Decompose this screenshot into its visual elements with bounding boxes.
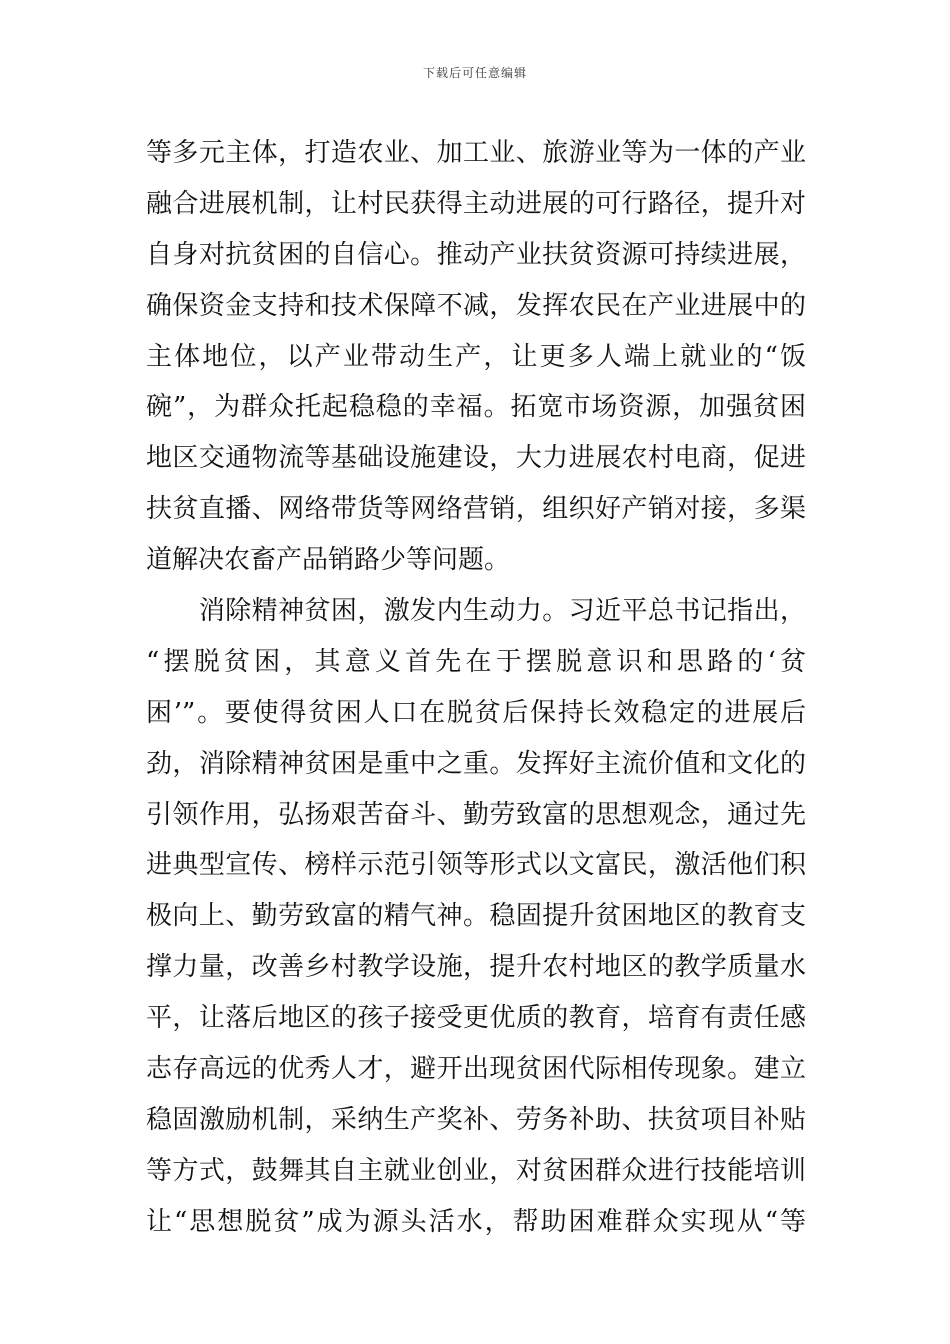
text-line: 消除精神贫困，激发内生动力。习近平总书记指出，: [146, 596, 806, 627]
text-line: 稳固激励机制，采纳生产奖补、劳务补助、扶贫项目补贴: [146, 1104, 806, 1135]
text-line: “摆脱贫困，其意义首先在于摆脱意识和思路的‘贫: [146, 646, 806, 677]
text-line: 道解决农畜产品销路少等问题。: [146, 545, 511, 576]
text-line: 地区交通物流等基础设施建设，大力进展农村电商，促进: [146, 443, 806, 474]
text-line: 自身对抗贫困的自信心。推动产业扶贫资源可持续进展，: [146, 239, 806, 270]
text-line: 极向上、勤劳致富的精气神。稳固提升贫困地区的教育支: [146, 901, 806, 932]
text-line: 扶贫直播、网络带货等网络营销，组织好产销对接，多渠: [146, 494, 806, 525]
text-line: 志存高远的优秀人才，避开出现贫困代际相传现象。建立: [146, 1054, 806, 1085]
body-text: [146, 128, 806, 1248]
text-line: 等多元主体，打造农业、加工业、旅游业等为一体的产业: [146, 138, 806, 168]
text-line: 劲，消除精神贫困是重中之重。发挥好主流价值和文化的: [146, 748, 806, 779]
page-header: 下载后可任意编辑: [422, 66, 527, 80]
text-line: 让“思想脱贫”成为源头活水，帮助困难群众实现从“等: [146, 1206, 806, 1237]
text-line: 等方式，鼓舞其自主就业创业，对贫困群众进行技能培训: [146, 1155, 806, 1186]
text-line: 平，让落后地区的孩子接受更优质的教育，培育有责任感: [146, 1003, 806, 1034]
text-line: 进典型宣传、榜样示范引领等形式以文富民，激活他们积: [146, 850, 806, 881]
text-line: 确保资金支持和技术保障不减，发挥农民在产业进展中的: [146, 290, 806, 321]
text-line: 撑力量，改善乡村教学设施，提升农村地区的教学质量水: [146, 952, 806, 983]
text-line: 引领作用，弘扬艰苦奋斗、勤劳致富的思想观念，通过先: [146, 799, 806, 830]
text-line: 主体地位，以产业带动生产，让更多人端上就业的“饭: [146, 341, 806, 372]
text-line: 困’”。要使得贫困人口在脱贫后保持长效稳定的进展后: [146, 697, 806, 728]
text-line: 碗”，为群众托起稳稳的幸福。拓宽市场资源，加强贫困: [146, 392, 806, 423]
text-line: 融合进展机制，让村民获得主动进展的可行路径，提升对: [146, 188, 806, 219]
